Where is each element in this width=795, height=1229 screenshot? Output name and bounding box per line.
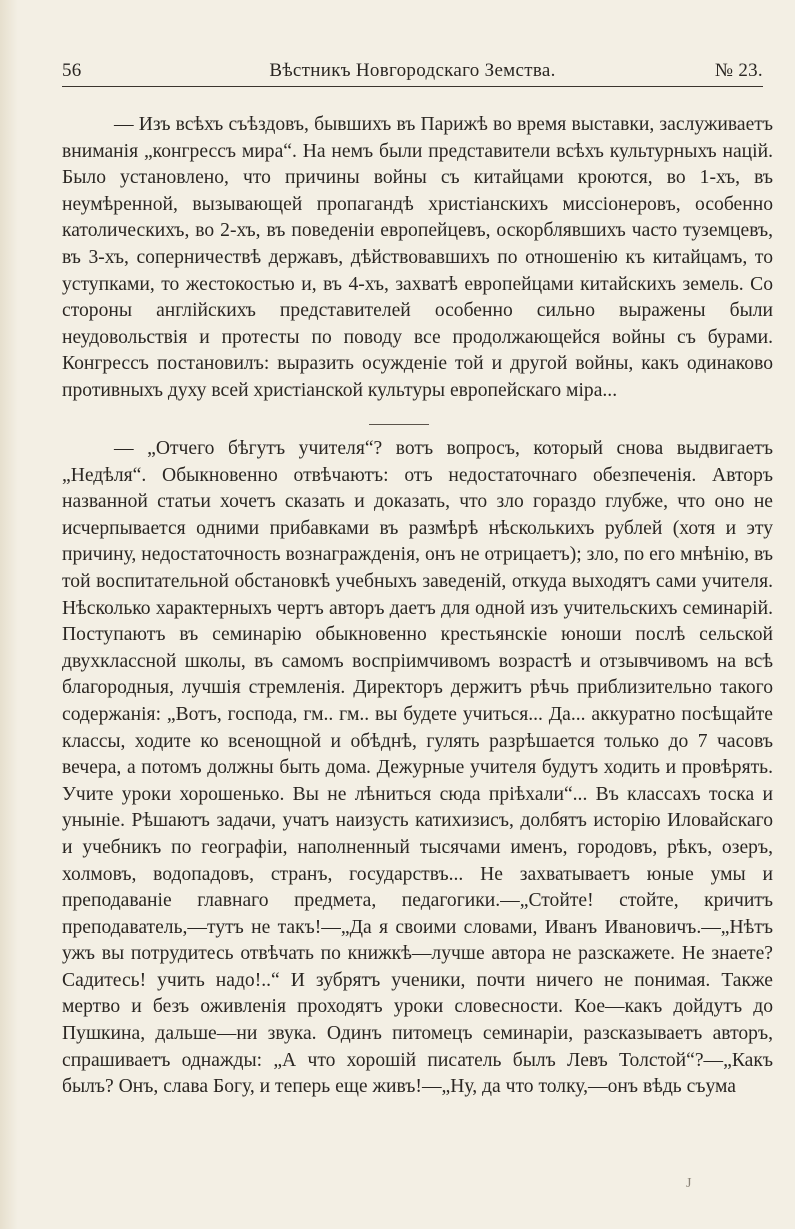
issue-number: № 23. bbox=[714, 60, 763, 81]
header-rule bbox=[62, 86, 763, 87]
paragraph-peace-congress: — Изъ всѣхъ съѣздовъ, бывшихъ въ Парижѣ во время выставки, заслуживаетъ вниманія „конгрессъ мира“. На немъ были представители всѣхъ культурныхъ націй. Было установлено, что причины войны съ китайцами кроются, во 1-хъ, въ неумѣренной, вызывающей пропагандѣ христіанскихъ миссіонеровъ, особенно католическихъ, во 2-хъ, въ поведеніи европейцевъ, оскорблявшихъ часто туземцевъ, въ 3-хъ, соперничествѣ державъ, дѣйствовавшихъ по отношенію къ китайцамъ, то уступками, то жестокостью и, въ 4-хъ, захватѣ европейцами китайскихъ земель. Со стороны англійскихъ представителей особенно сильно выражены были неудовольствія и протесты по поводу все продолжающейся войны съ бурами. Конгрессъ постановилъ: выразить осужденіе той и другой войны, какъ одинаково противныхъ духу всей христіанской культуры европейскаго міра... bbox=[62, 114, 773, 401]
journal-title: Вѣстникъ Новгородскаго Земства. bbox=[269, 60, 556, 81]
page-header bbox=[62, 60, 763, 84]
paragraph-teachers: — „Отчего бѣгутъ учителя“? вотъ вопросъ, который снова выдвигаетъ „Недѣля“. Обыкновенно отвѣчаютъ: отъ недостаточнаго обезпеченія. Авторъ названной статьи хочетъ сказать и доказать, что зло гораздо глубже, что оно не исчерпывается одними прибавками въ размѣрѣ нѣсколькихъ рублей (хотя и эту причину, недостаточность вознагражденія, онъ не отрицаетъ); зло, по его мнѣнію, въ той воспитательной обстановкѣ учебныхъ заведеній, откуда выходятъ сами учителя. Нѣсколько характерныхъ чертъ авторъ даетъ для одной изъ учительскихъ семинарій. Поступаютъ въ семинарію обыкновенно крестьянскіе юноши послѣ сельской двухклассной школы, въ самомъ воспріимчивомъ возрастѣ и отзывчивомъ на всѣ благородныя, лучшія стремленія. Директоръ держитъ рѣчь приблизительно такого содержанія: „Вотъ, господа, гм.. гм.. вы будете учиться... Да... аккуратно посѣщайте классы, ходите ко всенощной и обѣднѣ, гулять разрѣшается только до 7 часовъ вечера, а потомъ должны быть дома. Дежурные учителя будутъ ходить и провѣрять. Учите уроки хорошенько. Вы не лѣниться сюда пріѣхали“... Въ классахъ тоска и уныніе. Рѣшаютъ задачи, учатъ наизусть катихизисъ, долбятъ исторію Иловайскаго и учебникъ по географіи, наполненный тысячами именъ, городовъ, рѣкъ, озеръ, холмовъ, водопадовъ, странъ, государствъ... Не захватываетъ юные умы и преподаваніе главнаго предмета, педагогики.—„Стойте! стойте, кричитъ преподаватель,—тутъ не такъ!—„Да я своими словами, Иванъ Ивановичъ.—„Нѣтъ ужъ вы потрудитесь отвѣчать по книжкѣ—лучше автора не разскажете. Не знаете? Садитесь! учить надо!..“ И зубрятъ ученики, почти ничего не понимая. Также мертво и безъ оживленія проходятъ уроки словесности. Кое—какъ дойдутъ до Пушкина, дальше—ни звука. Одинъ питомецъ семинаріи, разсказываетъ авторъ, спрашиваетъ однажды: „А что хорошій писатель былъ Левъ Толстой“?—„Какъ былъ? Онъ, слава Богу, и теперь еще живъ!—„Ну, да что толку,—онъ вѣдь съума bbox=[62, 438, 773, 1098]
page-binding-edge bbox=[0, 0, 18, 1229]
footer-mark: J bbox=[686, 1176, 692, 1191]
section-separator bbox=[369, 424, 429, 425]
page-number: 56 bbox=[62, 60, 82, 81]
